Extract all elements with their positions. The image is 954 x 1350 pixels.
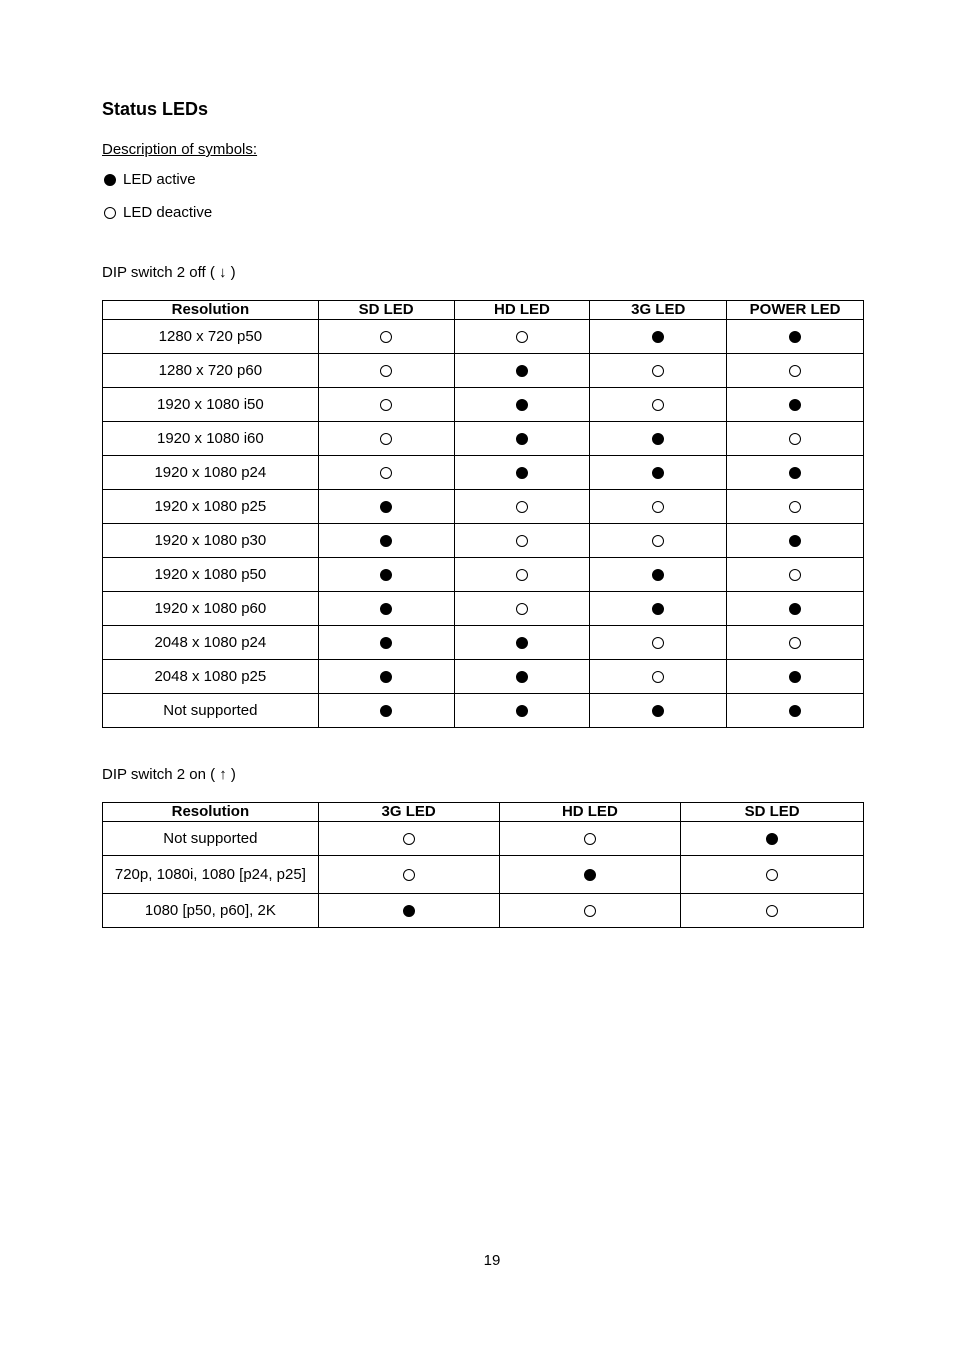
legend-deactive	[102, 204, 212, 221]
filled-circle-icon	[380, 501, 392, 513]
filled-circle-icon	[403, 905, 415, 917]
led-state-cell	[318, 388, 454, 422]
led-state-cell	[590, 490, 727, 524]
led-state-cell	[681, 856, 864, 894]
resolution-cell: 1920 x 1080 p24	[103, 456, 319, 490]
table-row	[103, 524, 864, 558]
empty-circle-icon	[652, 535, 664, 547]
table2-heading: DIP switch 2 on ( ↑ )	[102, 766, 236, 783]
led-state-cell	[318, 894, 499, 928]
filled-circle-icon	[516, 467, 528, 479]
resolution-cell: 1920 x 1080 p30	[103, 524, 319, 558]
filled-circle-icon	[652, 569, 664, 581]
filled-circle-icon	[380, 535, 392, 547]
led-state-cell	[727, 558, 864, 592]
column-header: Resolution	[103, 803, 319, 822]
led-state-cell	[318, 354, 454, 388]
table-row	[103, 822, 864, 856]
led-state-cell	[590, 320, 727, 354]
filled-circle-icon	[652, 467, 664, 479]
led-state-cell	[590, 626, 727, 660]
empty-circle-icon	[652, 501, 664, 513]
empty-circle-icon	[104, 207, 116, 219]
filled-circle-icon	[652, 603, 664, 615]
led-state-cell	[727, 490, 864, 524]
filled-circle-icon	[652, 433, 664, 445]
table-row	[103, 894, 864, 928]
led-state-cell	[499, 856, 681, 894]
led-state-cell	[318, 822, 499, 856]
led-state-cell	[318, 320, 454, 354]
led-state-cell	[454, 660, 590, 694]
led-state-cell	[318, 660, 454, 694]
empty-circle-icon	[789, 365, 801, 377]
led-table-dip-off	[102, 300, 864, 728]
column-header: HD LED	[499, 803, 681, 822]
led-state-cell	[454, 388, 590, 422]
resolution-cell: 1280 x 720 p60	[103, 354, 319, 388]
empty-circle-icon	[516, 603, 528, 615]
led-state-cell	[454, 694, 590, 728]
column-header: 3G LED	[590, 301, 727, 320]
led-state-cell	[727, 626, 864, 660]
resolution-cell: 1920 x 1080 p25	[103, 490, 319, 524]
filled-circle-icon	[516, 671, 528, 683]
empty-circle-icon	[584, 905, 596, 917]
empty-circle-icon	[652, 637, 664, 649]
filled-circle-icon	[516, 637, 528, 649]
led-state-cell	[590, 524, 727, 558]
filled-circle-icon	[380, 569, 392, 581]
empty-circle-icon	[766, 905, 778, 917]
led-state-cell	[727, 354, 864, 388]
led-state-cell	[318, 856, 499, 894]
led-state-cell	[681, 822, 864, 856]
led-state-cell	[318, 422, 454, 456]
empty-circle-icon	[789, 501, 801, 513]
table-row	[103, 626, 864, 660]
filled-circle-icon	[789, 467, 801, 479]
table-row	[103, 490, 864, 524]
legend-deactive-label: LED deactive	[123, 204, 213, 221]
led-state-cell	[590, 456, 727, 490]
resolution-cell: 2048 x 1080 p24	[103, 626, 319, 660]
empty-circle-icon	[516, 501, 528, 513]
filled-circle-icon	[584, 869, 596, 881]
table-header-row	[103, 301, 864, 320]
table-row	[103, 456, 864, 490]
filled-circle-icon	[652, 331, 664, 343]
empty-circle-icon	[584, 833, 596, 845]
led-state-cell	[454, 456, 590, 490]
page-number: 19	[483, 1252, 501, 1269]
led-state-cell	[727, 388, 864, 422]
legend-heading: Description of symbols:	[102, 141, 258, 158]
table-row	[103, 558, 864, 592]
led-state-cell	[454, 354, 590, 388]
led-state-cell	[590, 388, 727, 422]
led-state-cell	[727, 456, 864, 490]
column-header: HD LED	[454, 301, 590, 320]
table-header-row	[103, 803, 864, 822]
led-state-cell	[318, 626, 454, 660]
led-state-cell	[590, 694, 727, 728]
led-state-cell	[454, 490, 590, 524]
led-state-cell	[590, 558, 727, 592]
filled-circle-icon	[380, 603, 392, 615]
filled-circle-icon	[789, 535, 801, 547]
resolution-cell: 2048 x 1080 p25	[103, 660, 319, 694]
filled-circle-icon	[789, 331, 801, 343]
led-state-cell	[454, 592, 590, 626]
led-state-cell	[454, 320, 590, 354]
led-state-cell	[454, 626, 590, 660]
filled-circle-icon	[789, 603, 801, 615]
led-state-cell	[727, 524, 864, 558]
led-state-cell	[727, 660, 864, 694]
led-state-cell	[727, 320, 864, 354]
filled-circle-icon	[516, 399, 528, 411]
empty-circle-icon	[380, 467, 392, 479]
filled-circle-icon	[516, 365, 528, 377]
table-row	[103, 856, 864, 894]
table-row	[103, 592, 864, 626]
empty-circle-icon	[789, 569, 801, 581]
led-state-cell	[499, 894, 681, 928]
empty-circle-icon	[652, 365, 664, 377]
empty-circle-icon	[516, 569, 528, 581]
table1-heading: DIP switch 2 off ( ↓ )	[102, 264, 236, 281]
filled-circle-icon	[652, 705, 664, 717]
filled-circle-icon	[516, 705, 528, 717]
led-state-cell	[590, 354, 727, 388]
led-state-cell	[318, 456, 454, 490]
led-state-cell	[590, 660, 727, 694]
led-table-dip-on	[102, 802, 864, 928]
empty-circle-icon	[789, 637, 801, 649]
led-state-cell	[454, 422, 590, 456]
led-state-cell	[318, 524, 454, 558]
empty-circle-icon	[403, 833, 415, 845]
led-state-cell	[318, 558, 454, 592]
table-row	[103, 320, 864, 354]
resolution-cell: 1080 [p50, p60], 2K	[103, 894, 319, 928]
column-header: SD LED	[318, 301, 454, 320]
resolution-cell: Not supported	[103, 694, 319, 728]
led-state-cell	[727, 592, 864, 626]
empty-circle-icon	[380, 433, 392, 445]
empty-circle-icon	[789, 433, 801, 445]
filled-circle-icon	[516, 433, 528, 445]
resolution-cell: 720p, 1080i, 1080 [p24, p25]	[103, 856, 319, 894]
filled-circle-icon	[104, 174, 116, 186]
table-row	[103, 694, 864, 728]
resolution-cell: 1920 x 1080 i60	[103, 422, 319, 456]
led-state-cell	[454, 558, 590, 592]
resolution-cell: Not supported	[103, 822, 319, 856]
led-state-cell	[318, 694, 454, 728]
empty-circle-icon	[652, 671, 664, 683]
filled-circle-icon	[789, 705, 801, 717]
resolution-cell: 1920 x 1080 p60	[103, 592, 319, 626]
empty-circle-icon	[380, 331, 392, 343]
table-row	[103, 388, 864, 422]
empty-circle-icon	[516, 331, 528, 343]
led-state-cell	[318, 490, 454, 524]
empty-circle-icon	[403, 869, 415, 881]
column-header: SD LED	[681, 803, 864, 822]
led-state-cell	[499, 822, 681, 856]
column-header: Resolution	[103, 301, 319, 320]
resolution-cell: 1920 x 1080 p50	[103, 558, 319, 592]
table-row	[103, 660, 864, 694]
resolution-cell: 1920 x 1080 i50	[103, 388, 319, 422]
filled-circle-icon	[766, 833, 778, 845]
legend-active-label: LED active	[123, 171, 196, 188]
led-state-cell	[727, 422, 864, 456]
page-title: Status LEDs	[102, 99, 209, 119]
led-state-cell	[454, 524, 590, 558]
table-row	[103, 354, 864, 388]
empty-circle-icon	[516, 535, 528, 547]
led-state-cell	[318, 592, 454, 626]
led-state-cell	[727, 694, 864, 728]
led-state-cell	[590, 422, 727, 456]
filled-circle-icon	[789, 671, 801, 683]
filled-circle-icon	[380, 637, 392, 649]
filled-circle-icon	[380, 705, 392, 717]
column-header: 3G LED	[318, 803, 499, 822]
filled-circle-icon	[789, 399, 801, 411]
filled-circle-icon	[380, 671, 392, 683]
table-row	[103, 422, 864, 456]
empty-circle-icon	[766, 869, 778, 881]
empty-circle-icon	[380, 399, 392, 411]
led-state-cell	[590, 592, 727, 626]
legend-active	[102, 171, 196, 188]
resolution-cell: 1280 x 720 p50	[103, 320, 319, 354]
column-header: POWER LED	[727, 301, 864, 320]
empty-circle-icon	[652, 399, 664, 411]
empty-circle-icon	[380, 365, 392, 377]
led-state-cell	[681, 894, 864, 928]
